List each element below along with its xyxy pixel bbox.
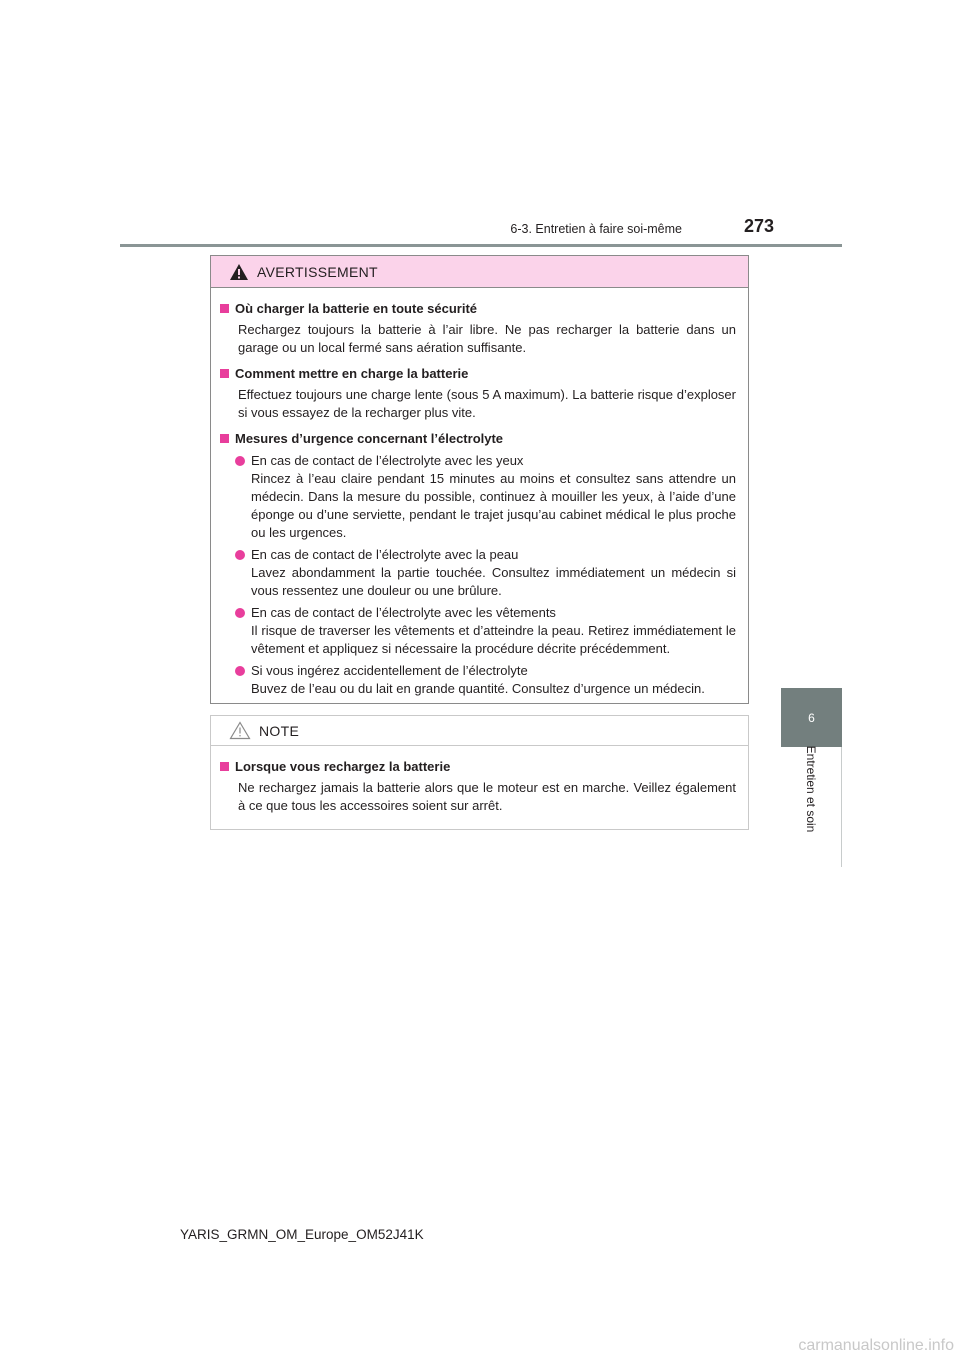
- section-title: 6-3. Entretien à faire soi-même: [510, 222, 682, 236]
- list-item: [235, 452, 736, 542]
- list-item: [235, 546, 736, 600]
- round-bullet-icon: [235, 456, 245, 466]
- list-item-text: Rincez à l’eau claire pendant 15 minutes au moins et consultez sans attendre un médecin. Dans la mesure du possible, continuez à mouiller les yeux, à l’aide d’une éponge ou d’une serviette, pendant le trajet jusqu’au cabinet médical le plus proche ou les urgences.: [251, 471, 736, 540]
- note-box: [210, 715, 749, 830]
- list-item-title: En cas de contact de l’électrolyte avec les yeux: [251, 453, 524, 468]
- header-rule: [120, 244, 842, 247]
- square-bullet-icon: [220, 369, 229, 378]
- note-body: [211, 746, 748, 815]
- section-heading-text: Mesures d’urgence concernant l’électrolyte: [235, 431, 504, 446]
- list-item: [235, 662, 736, 698]
- warning-body: [211, 288, 748, 698]
- round-bullet-icon: [235, 666, 245, 676]
- document-id: YARIS_GRMN_OM_Europe_OM52J41K: [180, 1227, 424, 1242]
- section-heading: [219, 430, 740, 448]
- list-item: [235, 604, 736, 658]
- list-item-title: En cas de contact de l’électrolyte avec les vêtements: [251, 605, 556, 620]
- section-paragraph: Rechargez toujours la batterie à l’air libre. Ne pas recharger la batterie dans un garage ou un local fermé sans aération suffisante.: [238, 322, 736, 355]
- list-item-text: Buvez de l’eau ou du lait en grande quantité. Consultez d’urgence un médecin.: [251, 681, 705, 696]
- side-rule: [841, 747, 842, 867]
- square-bullet-icon: [220, 762, 229, 771]
- list-item-title: Si vous ingérez accidentellement de l’électrolyte: [251, 663, 528, 678]
- note-title: NOTE: [259, 722, 300, 739]
- warning-triangle-icon: [229, 263, 249, 281]
- watermark: carmanualsonline.info: [798, 1337, 954, 1354]
- warning-title: AVERTISSEMENT: [257, 263, 378, 280]
- warning-header: [211, 256, 748, 288]
- section-paragraph: Effectuez toujours une charge lente (sous 5 A maximum). La batterie risque d’exploser si vous essayez de la recharger plus vite.: [238, 387, 736, 420]
- chapter-title: Entretien et soin: [804, 745, 818, 833]
- section-heading-text: Lorsque vous rechargez la batterie: [235, 759, 451, 774]
- section-heading: [219, 300, 740, 318]
- square-bullet-icon: [220, 434, 229, 443]
- warning-box: [210, 255, 749, 704]
- caution-triangle-icon: [229, 721, 251, 740]
- section-heading-text: Comment mettre en charge la batterie: [235, 366, 469, 381]
- note-header: [211, 716, 748, 746]
- list-item-title: En cas de contact de l’électrolyte avec la peau: [251, 547, 519, 562]
- round-bullet-icon: [235, 608, 245, 618]
- list-item-text: Il risque de traverser les vêtements et d’atteindre la peau. Retirez immédiatement le vêtement et appliquez si nécessaire la procédure décrite précédemment.: [251, 623, 736, 656]
- chapter-tab: 6: [781, 688, 842, 747]
- square-bullet-icon: [220, 304, 229, 313]
- list-item-text: Lavez abondamment la partie touchée. Consultez immédiatement un médecin si vous ressentez une douleur ou une brûlure.: [251, 565, 736, 598]
- section-heading-text: Où charger la batterie en toute sécurité: [235, 301, 478, 316]
- section-heading: [219, 365, 740, 383]
- page-number: 273: [743, 216, 774, 236]
- round-bullet-icon: [235, 550, 245, 560]
- section-paragraph: Ne rechargez jamais la batterie alors que le moteur est en marche. Veillez également à ce que tous les accessoires soient sur arrêt.: [238, 780, 736, 813]
- section-heading: [219, 758, 740, 776]
